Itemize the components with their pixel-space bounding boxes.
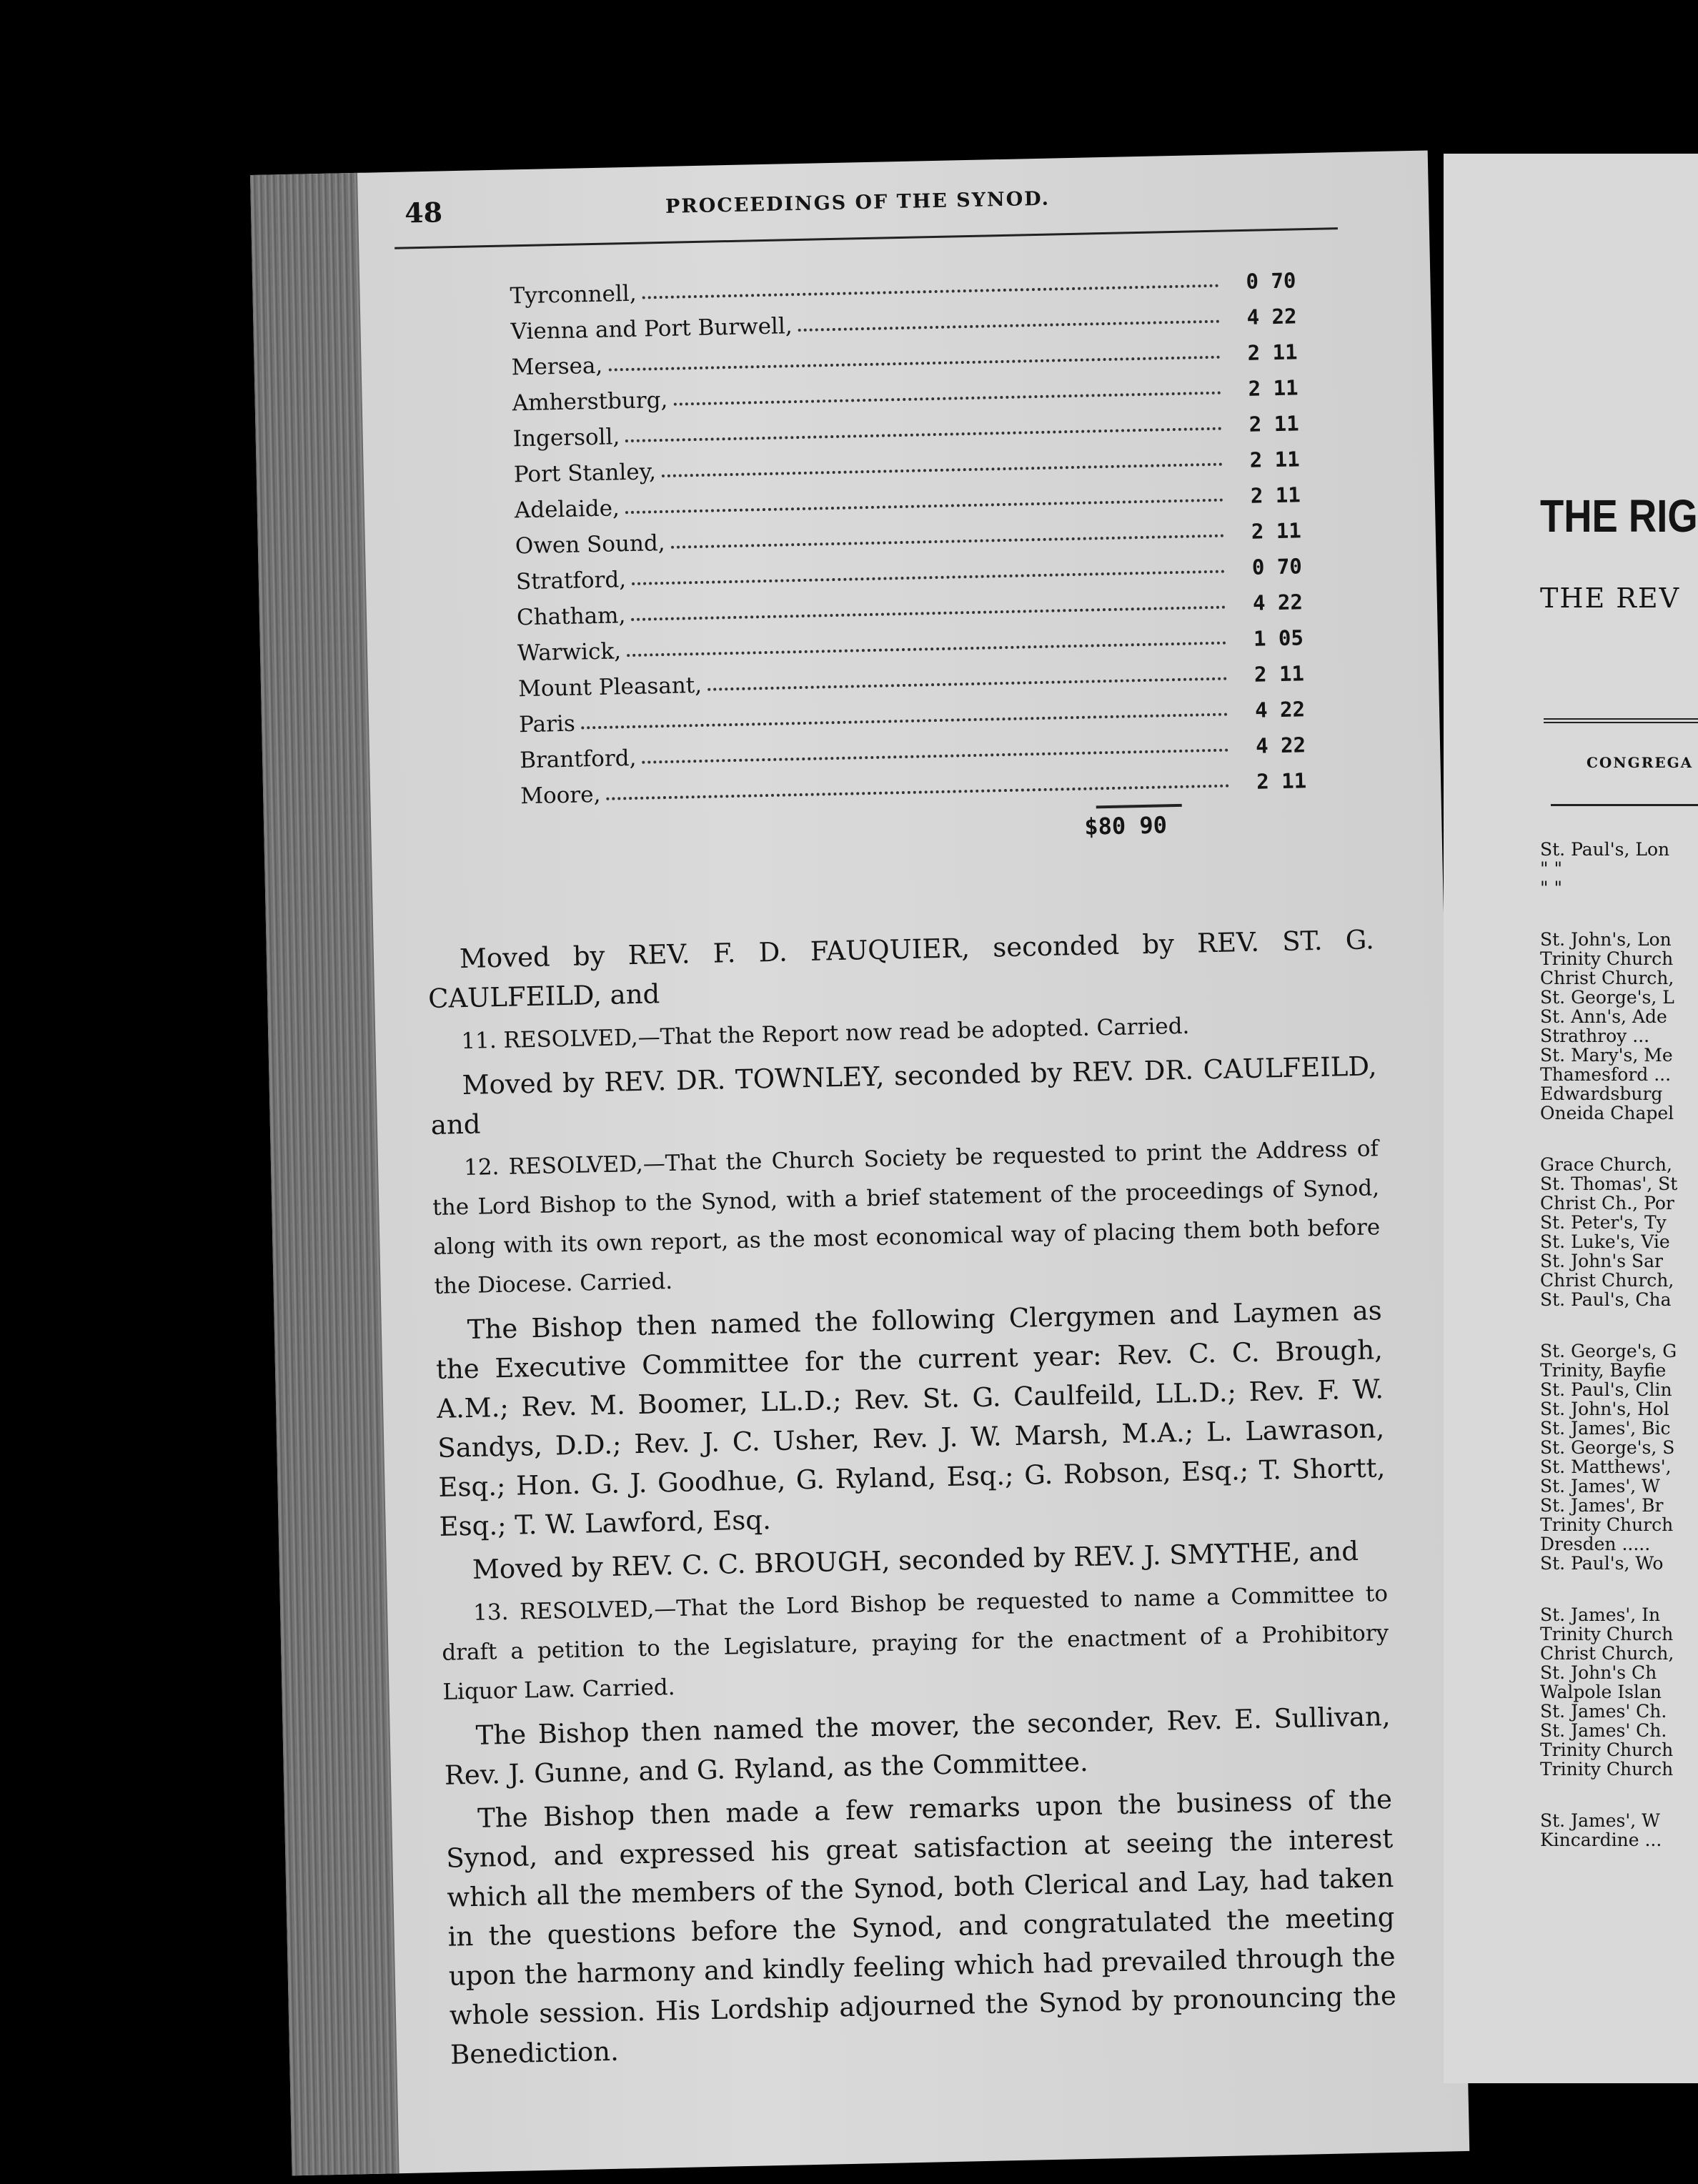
list-item: St. James', In	[1540, 1604, 1661, 1625]
parish-name: Brantford,	[519, 745, 637, 774]
list-item: St. Mary's, Me	[1540, 1045, 1673, 1066]
right-column-head: CONGREGA	[1587, 754, 1694, 771]
list-item: St. James', Br	[1540, 1495, 1664, 1516]
total-rule	[1096, 804, 1182, 809]
parish-name: Amherstburg,	[512, 387, 668, 417]
paragraph-committee-named: The Bishop then named the mover, the seconder, Rev. E. Sullivan, Rev. J. Gunne, and G. Ryland, as the Committee.	[444, 1701, 1391, 1791]
dot-leader	[798, 320, 1220, 332]
list-item: " "	[1540, 878, 1562, 898]
list-item: St. Paul's, Clin	[1540, 1379, 1672, 1400]
parish-name: Vienna and Port Burwell,	[510, 313, 793, 345]
list-item: St. James' Ch.	[1540, 1701, 1667, 1722]
parish-amount: 2 11	[1248, 411, 1299, 437]
parish-amount: 4 22	[1255, 733, 1306, 758]
parish-amount: 0 70	[1246, 268, 1296, 294]
list-item: St. John's, Hol	[1540, 1399, 1669, 1419]
parish-name: Port Stanley,	[513, 459, 657, 488]
list-item: St. Ann's, Ade	[1540, 1006, 1667, 1027]
parish-name: Paris	[518, 710, 576, 738]
list-item: St. John's Ch	[1540, 1662, 1657, 1683]
paragraph-moved-3: Moved by REV. C. C. BROUGH, seconded by REV. J. SMYTHE, and	[472, 1535, 1359, 1585]
parish-name: Tyrconnell,	[510, 280, 637, 309]
list-item: Trinity Church	[1540, 948, 1674, 969]
right-page-title: THE RIG	[1540, 490, 1698, 542]
parish-name: Moore,	[520, 781, 601, 810]
page-number: 48	[404, 196, 443, 229]
list-item: Oneida Chapel	[1540, 1103, 1674, 1123]
paragraph-moved-1: Moved by REV. F. D. FAUQUIER, seconded by REV. ST. G. CAULFEILD, and	[427, 924, 1375, 1015]
right-page	[1444, 154, 1698, 2083]
congregation-list	[1540, 840, 1677, 1850]
list-item: Christ Church,	[1540, 1643, 1674, 1664]
list-item: Dresden .....	[1540, 1534, 1651, 1554]
list-gap	[1540, 898, 1677, 930]
list-item: St. George's, S	[1540, 1437, 1675, 1458]
contributions-table	[510, 257, 1306, 809]
list-item: St. Matthews',	[1540, 1456, 1672, 1477]
right-double-rule	[1544, 718, 1698, 723]
parish-name: Chatham,	[516, 602, 626, 631]
list-item: St. James', Bic	[1540, 1418, 1671, 1439]
parish-name: Ingersoll,	[512, 424, 620, 452]
parish-name: Stratford,	[515, 567, 627, 595]
left-page-content	[394, 176, 1397, 2070]
list-item: Christ Church,	[1540, 1270, 1674, 1291]
list-item: St. Luke's, Vie	[1540, 1231, 1670, 1252]
parish-amount: 1 05	[1253, 625, 1304, 651]
list-item: Edwardsburg	[1540, 1083, 1663, 1104]
list-item: Trinity Church	[1540, 1739, 1674, 1760]
list-item: St. George's, G	[1540, 1341, 1677, 1361]
parish-amount: 2 11	[1249, 447, 1300, 472]
running-head: PROCEEDINGS OF THE SYNOD.	[665, 187, 1051, 218]
parish-name: Mersea,	[511, 352, 603, 381]
parish-name: Owen Sound,	[515, 530, 665, 560]
list-gap	[1540, 1123, 1677, 1155]
parish-amount: 2 11	[1247, 339, 1298, 365]
list-item: St. George's, L	[1540, 987, 1674, 1008]
table-total: $80 90	[1083, 811, 1168, 840]
list-item: Trinity Church	[1540, 1759, 1674, 1780]
list-item: Trinity Church	[1540, 1624, 1674, 1644]
paragraph-resolution-11: 11. RESOLVED,—That the Report now read be adopted. Carried.	[461, 1013, 1190, 1055]
list-gap	[1540, 1573, 1677, 1605]
list-item: " "	[1540, 858, 1562, 879]
list-item: Grace Church,	[1540, 1154, 1672, 1175]
dot-leader	[606, 784, 1229, 800]
list-gap	[1540, 1779, 1677, 1811]
parish-name: Warwick,	[517, 638, 622, 667]
list-item: St. Peter's, Ty	[1540, 1212, 1667, 1233]
list-item: Trinity Church	[1540, 1514, 1674, 1535]
parish-amount: 2 11	[1253, 661, 1305, 687]
parish-amount: 2 11	[1256, 768, 1307, 794]
parish-name: Adelaide,	[514, 495, 620, 524]
parish-amount: 2 11	[1248, 375, 1299, 401]
list-item: Thamesford ...	[1540, 1064, 1672, 1085]
left-page	[250, 150, 1469, 2175]
list-item: Trinity, Bayfie	[1540, 1360, 1667, 1381]
paragraph-moved-2: Moved by REV. DR. TOWNLEY, seconded by REV. DR. CAULFEILD, and	[430, 1051, 1377, 1141]
page-edge	[250, 173, 399, 2176]
right-rule	[1551, 804, 1698, 806]
list-item: St. James' Ch.	[1540, 1720, 1667, 1741]
list-item: Christ Ch., Por	[1540, 1193, 1674, 1213]
list-item: St. Paul's, Wo	[1540, 1553, 1664, 1574]
list-gap	[1540, 1309, 1677, 1341]
list-item: St. James', W	[1540, 1476, 1660, 1496]
list-item: St. Thomas', St	[1540, 1173, 1678, 1194]
paragraph-closing-remarks: The Bishop then made a few remarks upon the business of the Synod, and expressed his great satisfaction at seeing the interest which all the members of the Synod, both Clerical and Lay, had taken in the questions before the Synod, and congratulated the meeting upon the harmony and kindly feeling which had prevailed through the whole session. His Lordship adjourned the Synod by pronouncing the Benediction.	[445, 1784, 1397, 2070]
parish-amount: 4 22	[1252, 590, 1304, 615]
list-item: Christ Church,	[1540, 968, 1674, 988]
list-item: St. Paul's, Cha	[1540, 1289, 1672, 1310]
paragraph-resolution-12: 12. RESOLVED,—That the Church Society be requested to print the Address of the Lord Bishop to the Synod, with a brief statement of the proceedings of Synod, along with its own report, as the most economical way of placing them both before the Diocese. Carried.	[432, 1136, 1381, 1299]
parish-amount: 0 70	[1251, 554, 1303, 580]
list-item: St. John's Sar	[1540, 1251, 1663, 1271]
parish-amount: 2 11	[1250, 482, 1301, 508]
list-item: St. James', W	[1540, 1810, 1660, 1831]
right-page-subtitle: THE REV	[1540, 582, 1681, 614]
parish-amount: 4 22	[1246, 304, 1297, 329]
list-item: Kincardine ...	[1540, 1830, 1662, 1850]
body-text	[427, 920, 1397, 2078]
list-item: St. Paul's, Lon	[1540, 839, 1670, 860]
parish-amount: 2 11	[1251, 518, 1302, 544]
parish-name: Mount Pleasant,	[517, 672, 702, 703]
paragraph-executive-committee: The Bishop then named the following Clergymen and Laymen as the Executive Committee for the current year: Rev. C. C. Brough, A.M.; Rev. M. Boomer, LL.D.; Rev. St. G. Caulfeild, LL.D.; Rev. F. W. Sandys, D.D.; Rev. J. C. Usher, Rev. J. W. Marsh, M.A.; L. Lawrason, Esq.; Hon. G. J. Goodhue, G. Ryland, Esq.; G. Robson, Esq.; T. Shortt, Esq.; T. W. Lawford, Esq.	[435, 1295, 1386, 1542]
parish-amount: 4 22	[1254, 697, 1306, 723]
list-item: Walpole Islan	[1540, 1682, 1662, 1702]
list-item: St. John's, Lon	[1540, 929, 1672, 950]
list-item: Strathroy ...	[1540, 1026, 1650, 1046]
paragraph-resolution-13: 13. RESOLVED,—That the Lord Bishop be requested to name a Committee to draft a petition to the Legislature, praying for the enactment of a Prohibitory Liquor Law. Carried.	[441, 1581, 1389, 1705]
